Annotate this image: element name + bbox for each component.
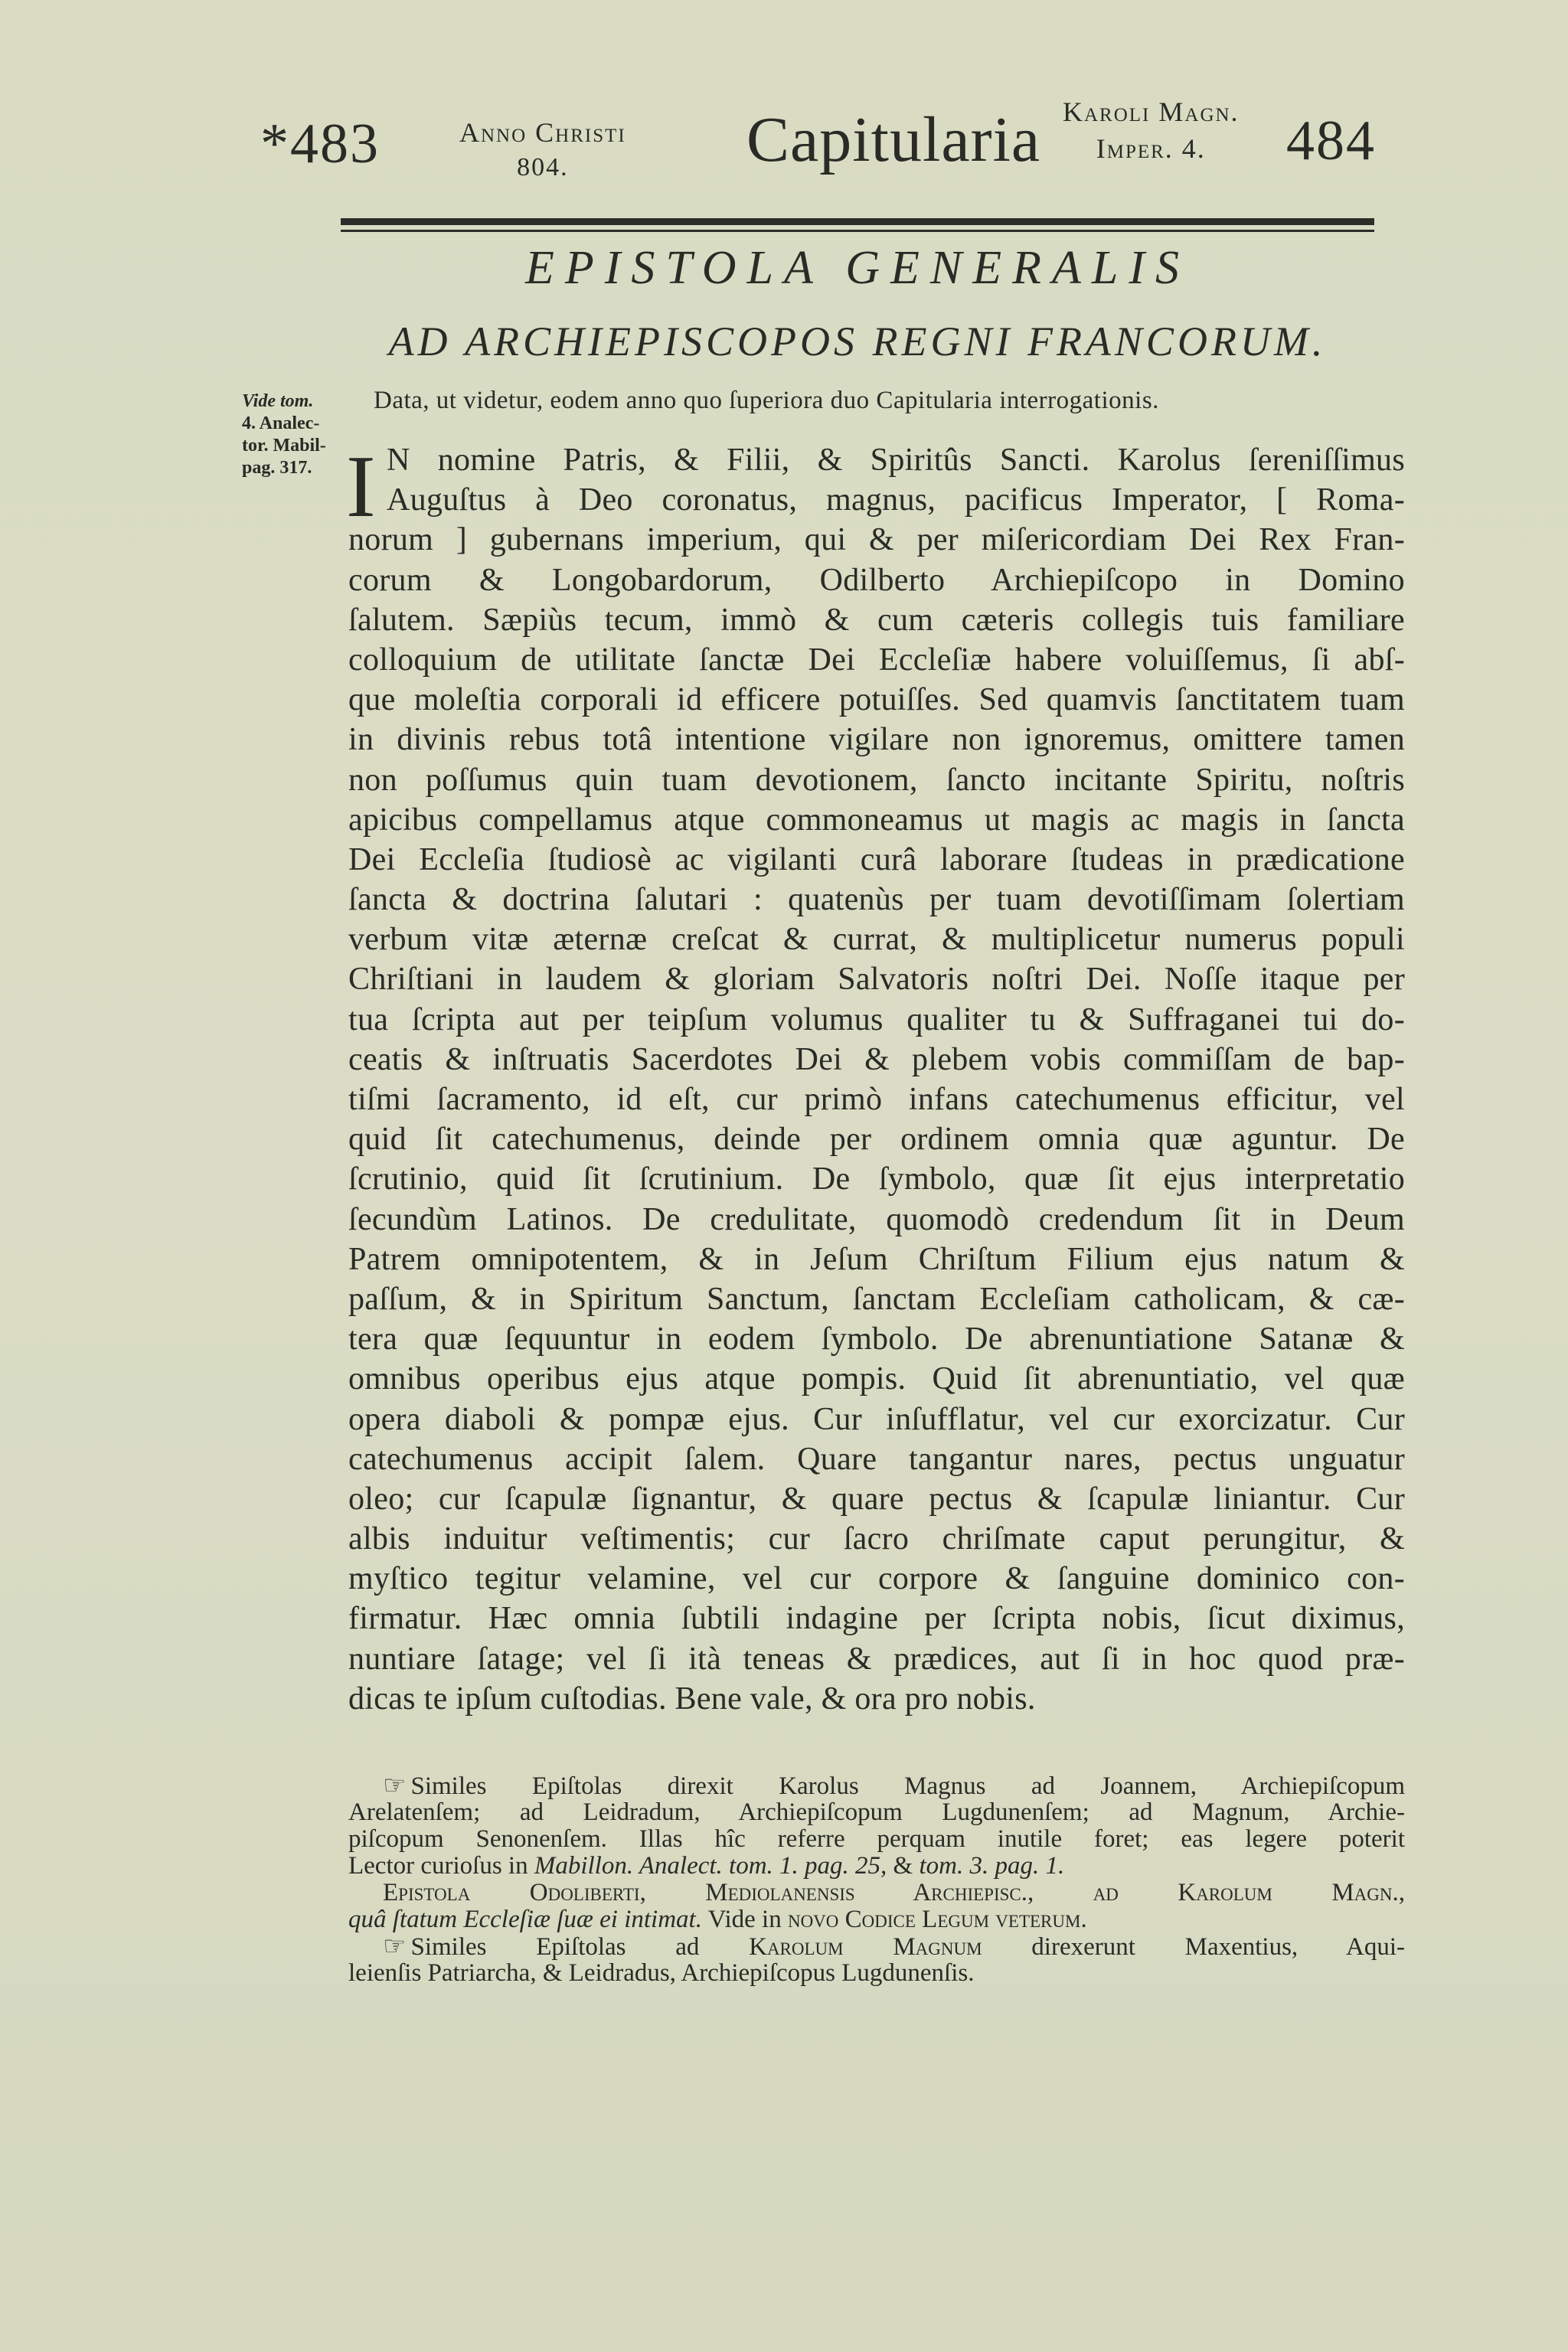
text-line: firmatur. Hæc omnia ſubtili indagine per ſcripta nobis, ſicut diximus, xyxy=(348,1601,1405,1637)
text-line: norum ] gubernans imperium, qui & per miſericordiam Dei Rex Fran- xyxy=(348,522,1405,558)
text-line: ceatis & inſtruatis Sacerdotes Dei & plebem vobis commiſſam de bap- xyxy=(348,1041,1405,1077)
note-line: Lector curioſus in Mabillon. Analect. tom. 1. pag. 25, & tom. 3. pag. 1. xyxy=(348,1852,1065,1880)
note-line: piſcopum Senonenſem. Illas hîc referre perquam inutile foret; eas legere poterit xyxy=(348,1825,1405,1853)
text-line: colloquium de utilitate ſanctæ Dei Eccleſiæ habere voluiſſemus, ſi abſ- xyxy=(348,642,1405,678)
text-line: tua ſcripta aut per teipſum volumus qualiter tu & Suffraganei tui do- xyxy=(348,1001,1405,1037)
text-line: ſcrutinio, quid ſit ſcrutinium. De ſymbolo, quæ ſit ejus interpretatio xyxy=(348,1161,1405,1197)
text-line: dicas te ipſum cuſtodias. Bene vale, & ora pro nobis. xyxy=(348,1681,1036,1717)
text-line: tera quæ ſequuntur in eodem ſymbolo. De abrenuntiatione Satanæ & xyxy=(348,1321,1405,1357)
margin-note-line: tor. Mabil- xyxy=(242,436,326,456)
text-line: paſſum, & in Spiritum Sanctum, ſanctam Eccleſiam catholicam, & cæ- xyxy=(348,1281,1405,1317)
drop-cap: I xyxy=(346,438,376,536)
imper-label: Imper. 4. xyxy=(1096,133,1206,164)
karoli-magn xyxy=(1063,93,1240,167)
margin-note-line: 4. Analec- xyxy=(242,413,320,433)
anno-year: 804. xyxy=(517,153,569,181)
footnotes xyxy=(348,1772,1405,1987)
note-line: Epistola Odoliberti, Mediolanensis Archiepisc., ad Karolum Magn., xyxy=(383,1879,1405,1906)
margin-note-line: Vide tom. xyxy=(242,391,314,411)
text-line: ſalutem. Sæpiùs tecum, immò & cum cæteris collegis tuis familiare xyxy=(348,602,1405,638)
note-line: ☞ Similes Epiſtolas ad Karolum Magnum direxerunt Maxentius, Aqui- xyxy=(383,1932,1406,1961)
text-line: N nomine Patris, & Filii, & Spiritûs Sancti. Karolus ſereniſſimus xyxy=(387,443,1405,478)
text-line: apicibus compellamus atque commoneamus ut magis ac magis in ſancta xyxy=(348,802,1405,838)
karoli-label: Karoli Magn. xyxy=(1063,96,1240,127)
text-line: Dei Eccleſia ſtudiosè ac vigilanti curâ laborare ſtudeas in prædicatione xyxy=(348,841,1405,877)
text-line: catechumenus accipit ſalem. Quare tangantur nares, pectus unguatur xyxy=(348,1441,1405,1477)
epistola-text xyxy=(348,440,1405,1719)
text-line: tiſmi ſacramento, id eſt, cur primò infans catechumenus efficitur, vel xyxy=(348,1082,1405,1117)
text-line: verbum vitæ æternæ creſcat & currat, & multiplicetur numerus populi xyxy=(348,922,1405,958)
heading-subtitle: Data, ut videtur, eodem anno quo ſuperiora duo Capitularia interrogationis. xyxy=(374,387,1159,414)
text-line: oleo; cur ſcapulæ ſignantur, & quare pectus & ſcapulæ liniantur. Cur xyxy=(348,1481,1405,1517)
running-title: Capitularia xyxy=(746,104,1041,175)
text-line: ſancta & doctrina ſalutari : quatenùs per tuam devotiſſimam ſolertiam xyxy=(348,882,1405,918)
header-rule xyxy=(341,218,1374,225)
header-rule-thin xyxy=(341,230,1374,232)
note-line: Arelatenſem; ad Leidradum, Archiepiſcopum Lugdunenſem; ad Magnum, Archie- xyxy=(348,1798,1405,1826)
text-line: que moleſtia corporali id efficere potuiſſes. Sed quamvis ſanctitatem tuam xyxy=(348,682,1405,718)
note-line: ☞ Similes Epiſtolas direxit Karolus Magnus ad Joannem, Archiepiſcopum xyxy=(383,1772,1405,1800)
page-number-left: *483 xyxy=(260,113,380,175)
heading-line-2: AD ARCHIEPISCOPOS REGNI FRANCORUM. xyxy=(388,318,1327,364)
text-line: Patrem omnipotentem, & in Jeſum Chriſtum Filium ejus natum & xyxy=(348,1241,1405,1277)
text-line: non poſſumus quin tuam devotionem, ſancto incitante Spiritu, noſtris xyxy=(348,762,1405,798)
margin-note xyxy=(242,390,349,479)
text-line: in divinis rebus totâ intentione vigilare non ignoremus, omittere tamen xyxy=(348,722,1405,758)
text-line: ſecundùm Latinos. De credulitate, quomodò credendum ſit in Deum xyxy=(348,1201,1405,1237)
text-line: omnibus operibus ejus atque pompis. Quid ſit abrenuntiatio, vel quæ xyxy=(348,1361,1405,1397)
text-line: corum & Longobardorum, Odilberto Archiepiſcopo in Domino xyxy=(348,562,1405,598)
page-number-right: 484 xyxy=(1286,109,1376,172)
anno-christi xyxy=(459,115,626,185)
anno-label: Anno Christi xyxy=(459,117,626,148)
text-line: Chriſtiani in laudem & gloriam Salvatoris noſtri Dei. Noſſe itaque per xyxy=(348,962,1405,998)
running-header xyxy=(0,77,1568,199)
heading-line-1: EPISTOLA GENERALIS xyxy=(524,242,1190,294)
note-line: leienſis Patriarcha, & Leidradus, Archiepiſcopus Lugdunenſis. xyxy=(348,1959,975,1987)
pointing-hand-icon: ☞ xyxy=(383,1932,407,1961)
text-line: opera diaboli & pompæ ejus. Cur inſufflatur, vel cur exorcizatur. Cur xyxy=(348,1401,1405,1437)
text-line: nuntiare ſatage; vel ſi ità teneas & prædices, aut ſi in hoc quod præ- xyxy=(348,1641,1405,1677)
text-line: albis induitur veſtimentis; cur ſacro chriſmate caput perungitur, & xyxy=(348,1521,1405,1557)
text-line: Auguſtus à Deo coronatus, magnus, pacificus Imperator, [ Roma- xyxy=(387,482,1405,518)
text-line: myſtico tegitur velamine, vel cur corpore & ſanguine dominico con- xyxy=(348,1561,1405,1597)
margin-note-line: pag. 317. xyxy=(242,458,312,478)
pointing-hand-icon: ☞ xyxy=(383,1772,407,1800)
note-line: quâ ſtatum Eccleſiæ ſuæ ei intimat. Vide in novo Codice Legum veterum. xyxy=(348,1906,1087,1933)
text-line: quid ſit catechumenus, deinde per ordinem omnia quæ aguntur. De xyxy=(348,1122,1405,1158)
